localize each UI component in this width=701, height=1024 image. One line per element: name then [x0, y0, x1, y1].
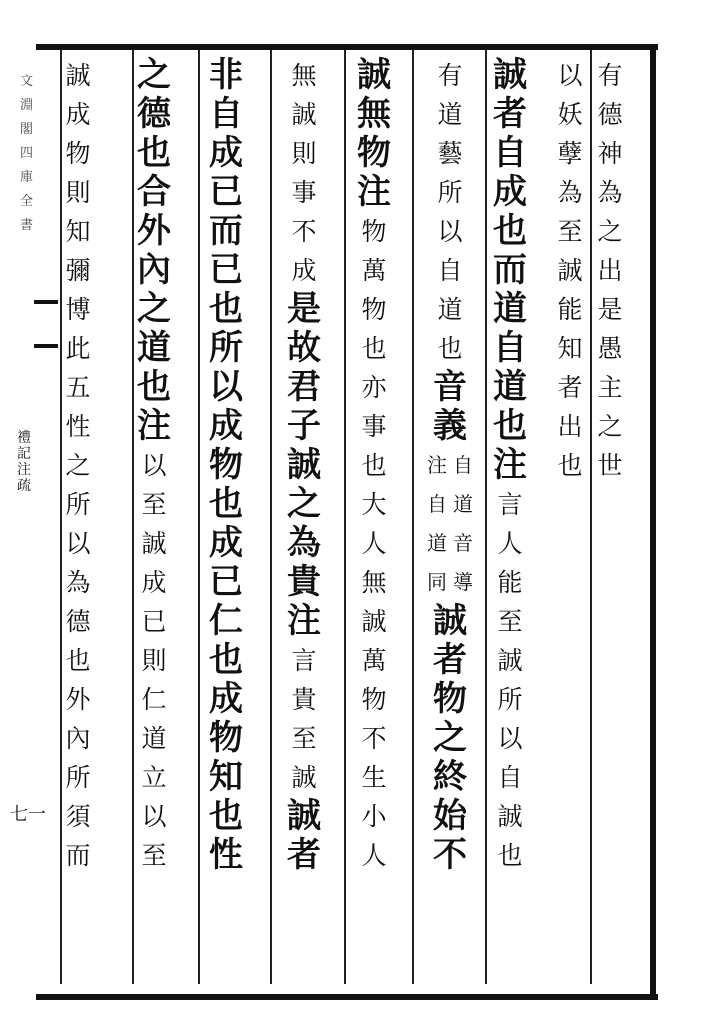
spine-glyph: 四 — [20, 146, 34, 161]
glyph: 所 — [65, 763, 91, 792]
glyph: 物 — [361, 685, 387, 714]
glyph: 萬 — [361, 256, 387, 285]
glyph: 也 — [361, 334, 387, 363]
glyph: 事 — [291, 178, 317, 207]
spine-glyph: 淵 — [20, 98, 34, 113]
glyph: 知 — [557, 334, 583, 363]
text-column-c6 — [283, 56, 325, 875]
glyph: 生 — [361, 763, 387, 792]
glyph: 所 — [65, 490, 91, 519]
glyph: 彌 — [65, 256, 91, 285]
glyph: 萬 — [361, 646, 387, 675]
glyph: 子 — [287, 406, 321, 446]
glyph: 立 — [141, 763, 167, 792]
glyph: 自 — [209, 94, 243, 134]
text-column-c3 — [489, 56, 531, 875]
glyph: 以 — [437, 217, 463, 246]
glyph: 之 — [65, 451, 91, 480]
glyph: 而 — [209, 211, 243, 251]
glyph: 藝 — [437, 139, 463, 168]
glyph: 事 — [361, 412, 387, 441]
glyph: 誠 — [497, 646, 523, 675]
glyph: 音 — [433, 367, 467, 407]
margin-glyph: 記 — [17, 446, 31, 462]
text-column-c5 — [353, 56, 395, 875]
glyph: 以 — [141, 451, 167, 480]
glyph: 也 — [437, 334, 463, 363]
glyph: 者 — [557, 373, 583, 402]
glyph: 也 — [497, 841, 523, 870]
glyph: 內 — [65, 724, 91, 753]
text-column-c8 — [133, 56, 175, 875]
glyph: 合 — [137, 172, 171, 212]
spine-text — [20, 70, 33, 238]
glyph: 道 — [437, 295, 463, 324]
glyph: 物 — [433, 679, 467, 719]
glyph: 成 — [141, 568, 167, 597]
glyph: 貴 — [291, 685, 317, 714]
glyph: 所 — [437, 178, 463, 207]
spine-block — [34, 300, 58, 348]
glyph: 注 — [493, 445, 527, 485]
glyph: 終 — [433, 757, 467, 797]
glyph: 也 — [209, 484, 243, 524]
glyph: 道 — [137, 328, 171, 368]
column-rule — [198, 50, 200, 984]
glyph: 誠 — [493, 55, 527, 95]
text-column-c7 — [205, 56, 247, 875]
glyph: 以 — [141, 802, 167, 831]
glyph: 誠 — [291, 100, 317, 129]
glyph: 無 — [291, 61, 317, 90]
glyph: 之 — [137, 289, 171, 329]
spine-glyph: 書 — [20, 218, 34, 233]
glyph: 所 — [209, 328, 243, 368]
glyph: 成 — [493, 172, 527, 212]
glyph: 成 — [209, 133, 243, 173]
glyph: 成 — [209, 679, 243, 719]
glyph: 是 — [597, 295, 623, 324]
glyph: 則 — [141, 646, 167, 675]
glyph: 誠 — [287, 796, 321, 836]
glyph: 須 — [65, 802, 91, 831]
spine-glyph: 庫 — [20, 170, 34, 185]
glyph: 孽 — [557, 139, 583, 168]
glyph: 此 — [65, 334, 91, 363]
glyph: 已 — [209, 172, 243, 212]
glyph: 誠 — [287, 445, 321, 485]
glyph: 君 — [287, 367, 321, 407]
glyph: 性 — [209, 835, 243, 875]
glyph: 也 — [137, 133, 171, 173]
glyph: 為 — [65, 568, 91, 597]
column-rule — [412, 50, 414, 984]
glyph: 者 — [433, 640, 467, 680]
glyph: 出 — [557, 412, 583, 441]
glyph: 注 — [137, 406, 171, 446]
glyph: 至 — [557, 217, 583, 246]
note-glyph: 道 — [453, 492, 473, 516]
glyph: 已 — [209, 562, 243, 602]
glyph: 人 — [361, 841, 387, 870]
glyph: 人 — [361, 529, 387, 558]
glyph: 小 — [361, 802, 387, 831]
margin-title — [14, 430, 34, 494]
glyph: 成 — [291, 256, 317, 285]
note-glyph: 導 — [453, 570, 473, 594]
glyph: 誠 — [357, 55, 391, 95]
glyph: 能 — [497, 568, 523, 597]
glyph: 誠 — [557, 256, 583, 285]
page-frame-right — [650, 44, 656, 994]
glyph: 成 — [209, 523, 243, 563]
glyph: 以 — [209, 367, 243, 407]
glyph: 也 — [137, 367, 171, 407]
glyph: 仁 — [141, 685, 167, 714]
glyph: 無 — [357, 94, 391, 134]
glyph: 不 — [433, 835, 467, 875]
glyph: 之 — [287, 484, 321, 524]
note-glyph: 自 — [427, 492, 447, 516]
glyph: 有 — [597, 61, 623, 90]
glyph: 物 — [361, 295, 387, 324]
glyph: 大 — [361, 490, 387, 519]
glyph: 而 — [65, 841, 91, 870]
glyph: 至 — [141, 841, 167, 870]
note-glyph: 道 — [427, 531, 447, 555]
glyph: 物 — [209, 445, 243, 485]
margin-glyph: 疏 — [17, 478, 31, 494]
glyph: 仁 — [209, 601, 243, 641]
text-column-c2 — [549, 56, 591, 485]
glyph: 之 — [597, 217, 623, 246]
glyph: 成 — [209, 406, 243, 446]
margin-glyph: 注 — [17, 462, 31, 478]
glyph: 德 — [597, 100, 623, 129]
note-line-right — [451, 446, 475, 602]
glyph: 神 — [597, 139, 623, 168]
glyph: 世 — [597, 451, 623, 480]
glyph: 以 — [497, 724, 523, 753]
glyph: 出 — [597, 256, 623, 285]
glyph: 五 — [65, 373, 91, 402]
glyph: 也 — [209, 796, 243, 836]
glyph: 也 — [209, 289, 243, 329]
glyph: 言 — [497, 490, 523, 519]
glyph: 愚 — [597, 334, 623, 363]
column-rule — [485, 50, 487, 984]
glyph: 亦 — [361, 373, 387, 402]
double-line-note — [425, 446, 475, 602]
glyph: 至 — [497, 607, 523, 636]
column-rule — [270, 50, 272, 984]
glyph: 主 — [597, 373, 623, 402]
text-column-c4 — [425, 56, 475, 875]
column-rule — [344, 50, 346, 984]
glyph: 言 — [291, 646, 317, 675]
glyph: 無 — [361, 568, 387, 597]
glyph: 誠 — [65, 61, 91, 90]
glyph: 自 — [497, 763, 523, 792]
glyph: 外 — [65, 685, 91, 714]
glyph: 以 — [557, 61, 583, 90]
glyph: 注 — [287, 601, 321, 641]
glyph: 也 — [361, 451, 387, 480]
glyph: 不 — [291, 217, 317, 246]
glyph: 至 — [291, 724, 317, 753]
glyph: 博 — [65, 295, 91, 324]
glyph: 誠 — [433, 601, 467, 641]
glyph: 德 — [137, 94, 171, 134]
glyph: 外 — [137, 211, 171, 251]
glyph: 也 — [65, 646, 91, 675]
glyph: 為 — [287, 523, 321, 563]
glyph: 義 — [433, 406, 467, 446]
glyph: 之 — [597, 412, 623, 441]
glyph: 之 — [433, 718, 467, 758]
glyph: 是 — [287, 289, 321, 329]
glyph: 也 — [493, 211, 527, 251]
glyph: 不 — [361, 724, 387, 753]
glyph: 者 — [493, 94, 527, 134]
glyph: 已 — [141, 607, 167, 636]
glyph: 道 — [493, 289, 527, 329]
glyph: 物 — [361, 217, 387, 246]
glyph: 為 — [597, 178, 623, 207]
glyph: 至 — [141, 490, 167, 519]
spine-glyph: 全 — [20, 194, 34, 209]
glyph: 誠 — [361, 607, 387, 636]
glyph: 物 — [65, 139, 91, 168]
note-glyph: 注 — [427, 453, 447, 477]
glyph: 之 — [137, 55, 171, 95]
glyph: 性 — [65, 412, 91, 441]
glyph: 自 — [493, 328, 527, 368]
glyph: 非 — [209, 55, 243, 95]
note-glyph: 自 — [453, 453, 473, 477]
glyph: 道 — [493, 367, 527, 407]
text-column-c9 — [57, 56, 99, 875]
glyph: 則 — [65, 178, 91, 207]
margin-glyph: 禮 — [17, 430, 31, 446]
glyph: 自 — [437, 256, 463, 285]
glyph: 以 — [65, 529, 91, 558]
glyph: 能 — [557, 295, 583, 324]
glyph: 物 — [357, 133, 391, 173]
glyph: 妖 — [557, 100, 583, 129]
glyph: 為 — [557, 178, 583, 207]
glyph: 知 — [65, 217, 91, 246]
glyph: 人 — [497, 529, 523, 558]
text-column-c1 — [589, 56, 631, 485]
glyph: 則 — [291, 139, 317, 168]
glyph: 者 — [287, 835, 321, 875]
glyph: 始 — [433, 796, 467, 836]
note-line-left — [425, 446, 449, 602]
glyph: 有 — [437, 61, 463, 90]
glyph: 也 — [557, 451, 583, 480]
glyph: 知 — [209, 757, 243, 797]
glyph: 成 — [65, 100, 91, 129]
note-glyph: 同 — [427, 570, 447, 594]
glyph: 誠 — [141, 529, 167, 558]
glyph: 注 — [357, 172, 391, 212]
glyph: 已 — [209, 250, 243, 290]
glyph: 也 — [493, 406, 527, 446]
glyph: 誠 — [291, 763, 317, 792]
glyph: 德 — [65, 607, 91, 636]
glyph: 誠 — [497, 802, 523, 831]
glyph: 自 — [493, 133, 527, 173]
page-number: 七一 — [10, 804, 46, 825]
spine-glyph: 閣 — [20, 122, 34, 137]
note-glyph: 音 — [453, 531, 473, 555]
glyph: 貴 — [287, 562, 321, 602]
spine-glyph: 文 — [20, 74, 34, 89]
glyph: 故 — [287, 328, 321, 368]
glyph: 也 — [209, 640, 243, 680]
glyph: 內 — [137, 250, 171, 290]
glyph: 物 — [209, 718, 243, 758]
glyph: 而 — [493, 250, 527, 290]
glyph: 道 — [141, 724, 167, 753]
glyph: 所 — [497, 685, 523, 714]
glyph: 道 — [437, 100, 463, 129]
